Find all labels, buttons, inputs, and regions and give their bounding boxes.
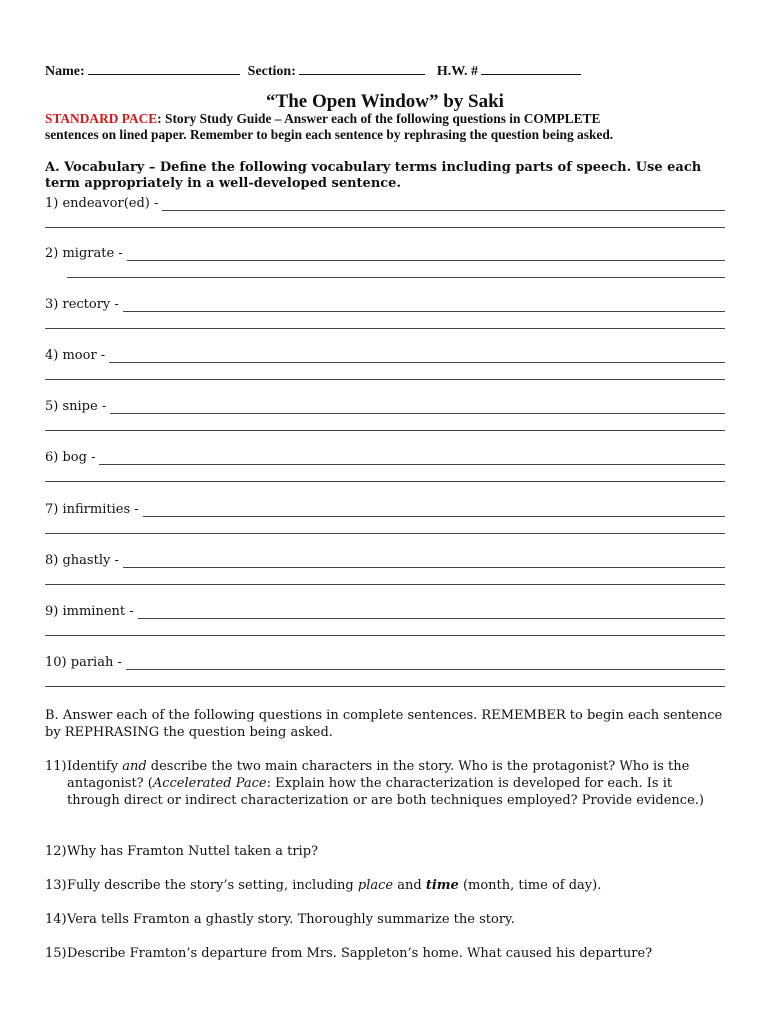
vocab-label: 6) bog -	[45, 450, 96, 465]
vocab-item	[45, 502, 725, 542]
answer-line[interactable]	[67, 277, 725, 278]
vocab-label: 3) rectory -	[45, 297, 119, 312]
answer-line[interactable]	[123, 567, 725, 568]
vocab-item	[45, 450, 725, 490]
pace-label: STANDARD PACE	[45, 111, 158, 126]
question-15	[45, 945, 725, 962]
vocab-item	[45, 604, 725, 644]
vocab-label: 10) pariah -	[45, 655, 122, 670]
hw-label: H.W. #	[436, 64, 478, 79]
answer-line[interactable]	[109, 362, 725, 363]
question-emphasis: place	[357, 878, 394, 893]
vocab-label: 5) snipe -	[45, 399, 107, 414]
question-text	[67, 758, 725, 809]
answer-line[interactable]	[45, 328, 725, 329]
question-12	[45, 843, 725, 860]
student-info-header	[45, 62, 645, 80]
question-text	[67, 877, 725, 894]
name-blank[interactable]	[88, 62, 240, 75]
answer-line[interactable]	[143, 516, 725, 517]
answer-line[interactable]	[45, 635, 725, 636]
vocab-item	[45, 246, 725, 286]
section-b-heading: B. Answer each of the following questions in complete sentences. REMEMBER to begin each sentence by REPHRASING the question being asked.	[45, 708, 723, 740]
question-text-part: Identify	[67, 759, 123, 774]
question-13	[45, 877, 725, 894]
answer-line[interactable]	[162, 210, 725, 211]
answer-line[interactable]	[45, 686, 725, 687]
accelerated-pace-label: Accelerated Pace	[152, 776, 267, 791]
vocab-item	[45, 196, 725, 236]
question-text: Why has Framton Nuttel taken a trip?	[67, 844, 319, 859]
instructions-line2: sentences on lined paper. Remember to begin each sentence by rephrasing the question being asked.	[45, 127, 614, 142]
vocab-label: 7) infirmities -	[45, 502, 139, 517]
answer-line[interactable]	[127, 260, 725, 261]
answer-line[interactable]	[45, 584, 725, 585]
instructions-line1: : Story Study Guide – Answer each of the following questions in COMPLETE	[157, 111, 601, 126]
answer-line[interactable]	[45, 227, 725, 228]
question-emphasis: time	[425, 878, 459, 893]
question-number: 12)	[45, 844, 67, 859]
question-text-part: and	[393, 878, 426, 893]
vocab-item	[45, 655, 725, 695]
vocab-label: 4) moor -	[45, 348, 106, 363]
question-11	[45, 758, 725, 809]
section-label: Section:	[247, 64, 296, 79]
answer-line[interactable]	[126, 669, 725, 670]
vocab-label: 1) endeavor(ed) -	[45, 196, 159, 211]
answer-line[interactable]	[99, 464, 725, 465]
name-label: Name:	[45, 64, 85, 79]
vocab-item	[45, 399, 725, 439]
question-number: 14)	[45, 912, 67, 927]
vocab-label: 9) imminent -	[45, 604, 134, 619]
answer-line[interactable]	[110, 413, 725, 414]
answer-line[interactable]	[45, 481, 725, 482]
vocab-item	[45, 348, 725, 388]
answer-line[interactable]	[138, 618, 725, 619]
question-text: Vera tells Framton a ghastly story. Thoroughly summarize the story.	[67, 912, 515, 927]
hw-blank[interactable]	[481, 62, 581, 75]
question-text: Describe Framton’s departure from Mrs. Sappleton’s home. What caused his departure?	[67, 946, 653, 961]
answer-line[interactable]	[123, 311, 725, 312]
question-text-part: describe the two main characters in the story. Who is the protagonist? Who is the antagonist? (	[67, 759, 690, 791]
section-blank[interactable]	[299, 62, 425, 75]
answer-line[interactable]	[45, 379, 725, 380]
question-number: 11)	[45, 759, 67, 774]
question-emphasis: and	[122, 759, 147, 774]
question-14	[45, 911, 725, 928]
instructions	[45, 111, 735, 143]
vocab-item	[45, 553, 725, 593]
question-number: 15)	[45, 946, 67, 961]
page-title: “The Open Window” by Saki	[266, 91, 504, 112]
vocab-label: 2) migrate -	[45, 246, 123, 261]
vocab-item	[45, 297, 725, 337]
vocab-label: 8) ghastly -	[45, 553, 119, 568]
answer-line[interactable]	[45, 430, 725, 431]
question-number: 13)	[45, 878, 67, 893]
section-a-heading: A. Vocabulary – Define the following vocabulary terms including parts of speech. Use each term appropriately in a well-developed sentence.	[45, 160, 702, 191]
answer-line[interactable]	[45, 533, 725, 534]
question-text-part: Fully describe the story’s setting, including	[67, 878, 358, 893]
question-text-part: (month, time of day).	[458, 878, 602, 893]
question-text-part: : Explain how the characterization is developed for each. Is it through direct or indirect characterization or are both techniques employed? Provide evidence.)	[67, 776, 704, 808]
